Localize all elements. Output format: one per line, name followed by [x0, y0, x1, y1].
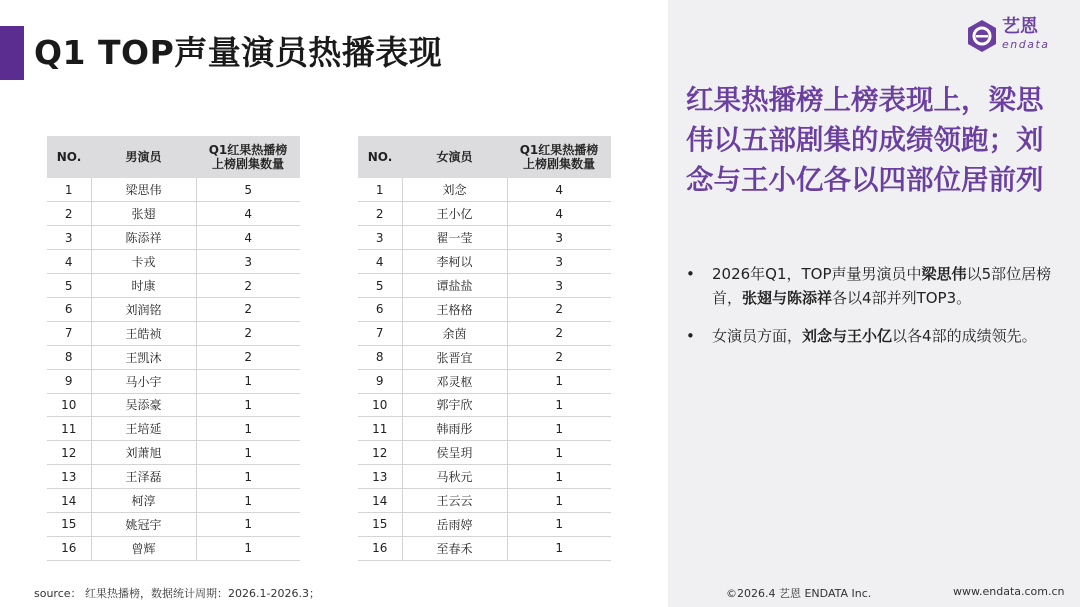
- cell-rank: 12: [358, 441, 402, 465]
- cell-count: 2: [507, 345, 611, 369]
- cell-rank: 13: [47, 465, 91, 489]
- cell-count: 1: [507, 441, 611, 465]
- table-row: [358, 369, 611, 393]
- bullet-highlight: 张翅与陈添祥: [742, 289, 833, 307]
- header-actor: 男演员: [91, 136, 196, 178]
- bullet-text: 以5部位居榜首，: [712, 265, 1052, 307]
- table-row: [47, 369, 300, 393]
- cell-rank: 4: [47, 250, 91, 274]
- cell-count: 4: [196, 202, 300, 226]
- table-row: [358, 417, 611, 441]
- cell-rank: 11: [47, 417, 91, 441]
- table-row: [358, 393, 611, 417]
- header-no: NO.: [358, 136, 402, 178]
- cell-name: 邓灵枢: [402, 369, 507, 393]
- cell-name: 梁思伟: [91, 178, 196, 202]
- cell-name: 王云云: [402, 489, 507, 513]
- male-table-body: [47, 178, 300, 560]
- cell-rank: 12: [47, 441, 91, 465]
- cell-count: 4: [196, 226, 300, 250]
- cell-rank: 15: [47, 512, 91, 536]
- cell-count: 3: [507, 250, 611, 274]
- header-count-line1: Q1红果热播榜: [519, 143, 599, 157]
- cell-count: 3: [507, 226, 611, 250]
- cell-count: 1: [507, 512, 611, 536]
- cell-rank: 6: [47, 297, 91, 321]
- cell-name: 柯淳: [91, 489, 196, 513]
- table-row: [47, 393, 300, 417]
- bullet-dot: •: [686, 265, 695, 283]
- header-no: NO.: [47, 136, 91, 178]
- cell-rank: 15: [358, 512, 402, 536]
- copyright: ©2026.4 艺恩 ENDATA Inc.: [726, 587, 872, 600]
- table-header-row: [358, 136, 611, 178]
- cell-count: 1: [196, 441, 300, 465]
- table-row: [47, 250, 300, 274]
- cell-name: 余茵: [402, 321, 507, 345]
- summary-bullet-female: [686, 324, 1056, 348]
- endata-logo-icon: [964, 18, 1000, 54]
- cell-rank: 10: [47, 393, 91, 417]
- summary-bullets: [686, 262, 1056, 362]
- cell-rank: 1: [358, 178, 402, 202]
- table-row: [47, 536, 300, 560]
- summary-headline: 红果热播榜上榜表现上，梁思伟以五部剧集的成绩领跑；刘念与王小亿各以四部位居前列: [686, 84, 1044, 196]
- cell-name: 卡戎: [91, 250, 196, 274]
- cell-name: 翟一莹: [402, 226, 507, 250]
- cell-count: 1: [507, 417, 611, 441]
- header-count-line2: 上榜剧集数量: [211, 157, 284, 171]
- table-row: [47, 345, 300, 369]
- cell-name: 曾辉: [91, 536, 196, 560]
- source-note: source： 红果热播榜，数据统计周期：2026.1-2026.3；: [34, 587, 320, 600]
- cell-count: 1: [196, 393, 300, 417]
- cell-name: 李柯以: [402, 250, 507, 274]
- cell-rank: 9: [47, 369, 91, 393]
- female-table-body: [358, 178, 611, 560]
- cell-name: 王小亿: [402, 202, 507, 226]
- table-row: [47, 441, 300, 465]
- cell-rank: 14: [358, 489, 402, 513]
- cell-name: 韩雨彤: [402, 417, 507, 441]
- table-row: [47, 417, 300, 441]
- cell-rank: 3: [358, 226, 402, 250]
- table-row: [47, 226, 300, 250]
- cell-count: 1: [196, 417, 300, 441]
- cell-name: 吴添豪: [91, 393, 196, 417]
- bullet-text: 2026年Q1，TOP声量男演员中: [712, 265, 922, 283]
- cell-count: 4: [507, 202, 611, 226]
- bullet-dot: •: [686, 327, 695, 345]
- male-actor-table: [47, 136, 300, 561]
- cell-name: 刘萧旭: [91, 441, 196, 465]
- cell-rank: 3: [47, 226, 91, 250]
- website-link[interactable]: www.endata.com.cn: [953, 585, 1065, 598]
- table-row: [47, 274, 300, 298]
- cell-name: 刘润铭: [91, 297, 196, 321]
- cell-count: 5: [196, 178, 300, 202]
- table-row: [358, 178, 611, 202]
- header-count-line2: 上榜剧集数量: [522, 157, 595, 171]
- header-count: [507, 136, 611, 178]
- table-row: [47, 297, 300, 321]
- cell-count: 1: [507, 465, 611, 489]
- cell-name: 时康: [91, 274, 196, 298]
- cell-rank: 7: [358, 321, 402, 345]
- cell-name: 王泽磊: [91, 465, 196, 489]
- table-row: [358, 512, 611, 536]
- cell-count: 3: [196, 250, 300, 274]
- cell-count: 2: [196, 321, 300, 345]
- table-row: [47, 321, 300, 345]
- cell-rank: 2: [47, 202, 91, 226]
- cell-name: 陈添祥: [91, 226, 196, 250]
- cell-count: 2: [507, 297, 611, 321]
- cell-count: 2: [196, 297, 300, 321]
- table-row: [358, 465, 611, 489]
- table-row: [358, 345, 611, 369]
- logo-name-cn: 艺恩: [1002, 16, 1038, 37]
- table-row: [358, 297, 611, 321]
- cell-name: 至春禾: [402, 536, 507, 560]
- cell-count: 1: [507, 393, 611, 417]
- summary-bullet-male: [686, 262, 1056, 310]
- cell-name: 刘念: [402, 178, 507, 202]
- cell-rank: 4: [358, 250, 402, 274]
- cell-name: 谭盐盐: [402, 274, 507, 298]
- cell-count: 4: [507, 178, 611, 202]
- header-actress: 女演员: [402, 136, 507, 178]
- cell-count: 3: [507, 274, 611, 298]
- cell-name: 侯呈玥: [402, 441, 507, 465]
- female-actor-table: [358, 136, 611, 561]
- cell-count: 2: [507, 321, 611, 345]
- cell-rank: 14: [47, 489, 91, 513]
- cell-name: 张晋宜: [402, 345, 507, 369]
- cell-count: 1: [507, 369, 611, 393]
- cell-rank: 8: [47, 345, 91, 369]
- table-row: [47, 178, 300, 202]
- table-row: [358, 489, 611, 513]
- cell-count: 1: [196, 369, 300, 393]
- cell-name: 王凯沐: [91, 345, 196, 369]
- table-row: [47, 465, 300, 489]
- cell-name: 马秋元: [402, 465, 507, 489]
- cell-name: 郭宇欣: [402, 393, 507, 417]
- cell-count: 2: [196, 345, 300, 369]
- bullet-highlight: 刘念与王小亿: [802, 327, 893, 345]
- table-row: [47, 489, 300, 513]
- cell-rank: 11: [358, 417, 402, 441]
- bullet-text: 各以4部并列TOP3。: [832, 289, 972, 307]
- cell-rank: 2: [358, 202, 402, 226]
- table-row: [358, 202, 611, 226]
- table-header-row: [47, 136, 300, 178]
- cell-count: 1: [196, 536, 300, 560]
- cell-rank: 1: [47, 178, 91, 202]
- logo-name-en: endata: [1002, 38, 1050, 51]
- cell-name: 王格格: [402, 297, 507, 321]
- header-count: [196, 136, 300, 178]
- cell-rank: 5: [358, 274, 402, 298]
- cell-rank: 10: [358, 393, 402, 417]
- table-row: [358, 250, 611, 274]
- bullet-text: 以各4部的成绩领先。: [892, 327, 1037, 345]
- title-accent-bar: [0, 26, 24, 80]
- table-row: [358, 226, 611, 250]
- table-row: [358, 321, 611, 345]
- cell-name: 张翅: [91, 202, 196, 226]
- cell-name: 岳雨婷: [402, 512, 507, 536]
- table-row: [47, 512, 300, 536]
- header-count-line1: Q1红果热播榜: [208, 143, 288, 157]
- cell-rank: 6: [358, 297, 402, 321]
- cell-rank: 16: [47, 536, 91, 560]
- cell-name: 马小宇: [91, 369, 196, 393]
- cell-rank: 16: [358, 536, 402, 560]
- cell-count: 1: [196, 512, 300, 536]
- table-row: [358, 536, 611, 560]
- cell-name: 王皓祯: [91, 321, 196, 345]
- cell-count: 1: [507, 489, 611, 513]
- cell-count: 1: [196, 465, 300, 489]
- bullet-text: 女演员方面，: [712, 327, 803, 345]
- cell-name: 姚冠宇: [91, 512, 196, 536]
- cell-rank: 5: [47, 274, 91, 298]
- cell-rank: 7: [47, 321, 91, 345]
- table-row: [47, 202, 300, 226]
- cell-rank: 13: [358, 465, 402, 489]
- cell-rank: 8: [358, 345, 402, 369]
- page-title: Q1 TOP声量演员热播表现: [34, 33, 443, 72]
- bullet-highlight: 梁思伟: [921, 265, 967, 283]
- cell-count: 1: [507, 536, 611, 560]
- cell-rank: 9: [358, 369, 402, 393]
- cell-count: 2: [196, 274, 300, 298]
- endata-logo: [964, 16, 1064, 56]
- cell-name: 王培延: [91, 417, 196, 441]
- table-row: [358, 274, 611, 298]
- cell-count: 1: [196, 489, 300, 513]
- table-row: [358, 441, 611, 465]
